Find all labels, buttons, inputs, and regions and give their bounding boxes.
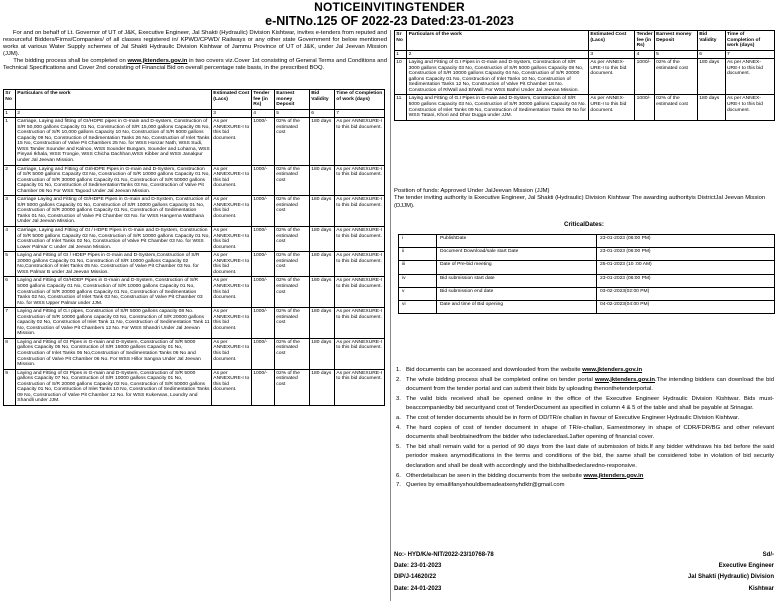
note-item <box>396 395 774 414</box>
critical-date-row <box>399 261 775 274</box>
funds-position: Position of funds: Approved Under JalJeevan Mission (JJM) <box>394 188 550 194</box>
header-row <box>395 31 775 51</box>
cell-estimated-cost: As per ANNEXURE-I to this bid document. <box>212 196 252 227</box>
critical-date-row <box>399 287 775 300</box>
signed-mark: Sd/- <box>762 552 774 558</box>
cell-sr-no: 10 <box>395 59 407 95</box>
column-header-bid-validity: Bid Validity <box>310 90 335 110</box>
critical-date-row <box>399 235 775 248</box>
column-number: 6 <box>310 109 335 118</box>
reference-number: No:- HYD/K/e-NIT/2022-23/10768-78 <box>394 552 494 558</box>
column-number: 5 <box>275 109 310 118</box>
note-body: Bid documents can be accessed and downloaded from the website <box>406 367 583 373</box>
cell-bid-validity: 180 days <box>310 252 335 277</box>
critical-date-label: Document Download/sale start Date <box>437 248 597 261</box>
note-number: 5. <box>396 443 401 450</box>
critical-date-label: PublishDate <box>437 235 597 248</box>
note-link[interactable]: www.jktenders.gov.in <box>583 472 644 479</box>
note-body: The bid shall remain valid for a period of 90 days from the last date of submission of bids.If any bidder withdraws his bid before the said periodor makes anymodifications in the terms and conditions of the bid, the same shall be considered tobe in violation of bid security declaration and shall be dealt with accordingly and the bidshallbedeclaredno-responsive. <box>406 443 774 469</box>
cell-completion-time: As per ANNEXURE-I to this bid document. <box>335 252 385 277</box>
works-table-body <box>395 59 775 120</box>
cell-earnest-money: 02% of the estimated cost <box>275 227 310 252</box>
critical-date-row <box>399 300 775 313</box>
cell-tender-fee: 1000/- <box>252 227 275 252</box>
critical-date-value: 03-02-2023(02:00 PM) <box>597 287 775 300</box>
column-number: 7 <box>725 50 774 59</box>
column-number: 7 <box>335 109 385 118</box>
cell-estimated-cost: As per ANNEXURE-I to this bid document. <box>212 308 252 339</box>
column-number: 4 <box>635 50 655 59</box>
cell-completion-time: As per ANNEX-URE-I to this bid document. <box>725 95 774 120</box>
cell-bid-validity: 180 days <box>310 277 335 308</box>
cell-completion-time: As per ANNEXURE-I to this bid document. <box>335 227 385 252</box>
cell-earnest-money: 02% of the estimated cost <box>275 308 310 339</box>
cell-estimated-cost: As per ANNEXURE-I to this bid document. <box>212 338 252 369</box>
critical-date-index: vi <box>399 300 437 313</box>
critical-date-index: ii <box>399 248 437 261</box>
cell-estimated-cost: As per ANNEXURE-I to this bid document. <box>212 369 252 405</box>
left-column <box>3 30 387 601</box>
right-column <box>394 30 778 601</box>
cell-estimated-cost: As per ANNEXURE-I to this bid document. <box>212 252 252 277</box>
column-number: 1 <box>4 109 16 118</box>
note-body: The cost of tender documents should be in form of DD/TR/e challan in favour of Executive Engineer Hydraulic Division Kishtwar. <box>406 414 740 421</box>
cell-particulars: Laying and Fitting of GI Pipes in G-main and D-System, Construction of S/R 5000 gallons Capacity 07 No, Construction of S/R 10000 gallons Capacity 01 No, Construction of S/R 20000 gallons Capacity 02 No, Construction of S/R 50000 gallons Capacity 01 No, Construction of Inlet Tanks 10 No, Construction of Sedimentation Tanks 09 No, Construction of Valve Pit Chamber 12 No. for WSS Kukerwas, Loundry and Shandli under JJM. <box>16 369 212 405</box>
cell-sr-no: 9 <box>4 369 16 405</box>
table-row <box>4 165 385 196</box>
cell-tender-fee: 1000/- <box>252 196 275 227</box>
table-row <box>4 308 385 339</box>
column-header-particulars: Particulars of the work <box>407 31 589 51</box>
note-item <box>396 424 774 443</box>
dip-date: Date: 24-01-2023 <box>394 585 442 592</box>
column-header-earnest-money: Earnest money Deposit <box>654 31 697 51</box>
cell-completion-time: As per ANNEXURE-I to this bid document. <box>335 277 385 308</box>
intro-paragraph-2: The bidding process shall be completed on www.jktenders.gov.in in two covers viz.Cover 1st consisting of General Terms and Conditions and Technical Specifications and Cover 2nd consisting of Financial Bid on overall percentage rate basis, in the prescribed BOQ. <box>3 57 387 71</box>
notice-title: NOTICEINVITINGTENDER <box>314 0 465 14</box>
critical-date-label: Date of Pre-bid meeting <box>437 261 597 274</box>
cell-earnest-money: 02% of the estimated cost <box>275 165 310 196</box>
works-table-body <box>4 118 385 406</box>
note-number: 3. <box>396 395 401 402</box>
table-row <box>4 227 385 252</box>
note-body: The whole bidding process shall be completed online on tender portal <box>406 376 596 383</box>
note-number: 2. <box>396 376 401 383</box>
note-number: 4. <box>396 424 401 431</box>
works-table-header <box>4 90 385 118</box>
signatory-place: Kishtwar <box>748 585 774 592</box>
header-row <box>4 90 385 110</box>
cell-bid-validity: 180 days <box>310 165 335 196</box>
note-text <box>406 443 774 472</box>
cell-tender-fee: 1000/- <box>635 59 655 95</box>
note-body: The hard copies of cost of tender document in shape of TR/e-challan, Earnestmoney in shape of CDR/FDR/BG and other relevant documents shall beobtainedfrom the bidder who isdeclaredasL1after opening of financial cover. <box>406 424 774 441</box>
column-number: 3 <box>589 50 635 59</box>
cell-estimated-cost: As per ANNEXURE-I to this bid document. <box>212 227 252 252</box>
cell-completion-time: As per ANNEXURE-I to this bid document. <box>335 338 385 369</box>
cell-tender-fee: 1000/- <box>252 308 275 339</box>
cell-tender-fee: 1000/- <box>252 118 275 165</box>
cell-estimated-cost: As per ANNEX-URE-I to this bid document. <box>589 59 635 95</box>
critical-date-value: 23-01-2023 (06:00 PM) <box>597 274 775 287</box>
intro-text <box>3 30 387 71</box>
signatory-designation: Executive Engineer <box>718 563 774 570</box>
cell-completion-time: As per ANNEXURE-I to this bid document. <box>335 369 385 405</box>
column-number: 5 <box>654 50 697 59</box>
column-number: 2 <box>407 50 589 59</box>
note-body-cont: .The intending bidders can download the bid document from the tender portal and can submit their bids by uploading thenonthetenderportal. <box>406 376 774 393</box>
column-number: 3 <box>212 109 252 118</box>
table-row <box>395 59 775 95</box>
tender-authority: The tender inviting authority is Executive Engineer, Jal Shakti (Hydraulic) Division Kishtwar The awarding authorityis DistrictJal Jeevan Mission (DJJM). <box>394 195 766 209</box>
works-table-right <box>394 30 775 121</box>
note-text <box>406 481 774 491</box>
cell-estimated-cost: As per ANNEX-URE-I to this bid document. <box>589 95 635 120</box>
cell-earnest-money: 02% of the estimated cost <box>654 95 697 120</box>
note-number: 7. <box>396 482 401 489</box>
critical-date-label: Date and time of Bid opening <box>437 300 597 313</box>
table-row <box>4 338 385 369</box>
critical-date-index: iii <box>399 261 437 274</box>
cell-bid-validity: 180 days <box>310 227 335 252</box>
note-item <box>396 366 774 376</box>
notice-number: e-NITNo.125 OF 2022-23 Dated:23-01-2023 <box>265 14 514 28</box>
issue-date: Date: 23-01-2023 <box>394 563 442 570</box>
cell-earnest-money: 02% of the estimated cost <box>275 369 310 405</box>
note-body: The valid bids received shall be opened online in the office of the Executive Engineer Hydraulic Division Kishtwar. Bids must-beaccompaniedby bid securityand cost of TenderDocument as specified in column 4 & 5 of the table and shall be payable at Srinagar. <box>406 395 774 412</box>
table-row <box>4 277 385 308</box>
notes-list <box>396 366 774 491</box>
cell-tender-fee: 1000/- <box>252 277 275 308</box>
cell-sr-no: 6 <box>4 277 16 308</box>
note-body: Queries by emailifanyshouldbemadeatxenyhdktr@gmail.com <box>406 482 565 489</box>
note-item <box>396 481 774 491</box>
cell-completion-time: As per ANNEXURE-I to this bid document. <box>335 308 385 339</box>
column-header-earnest-money: Earnest money Deposit <box>275 90 310 110</box>
cell-tender-fee: 1000/- <box>252 165 275 196</box>
cell-tender-fee: 1000/- <box>252 338 275 369</box>
cell-particulars: Carriage, Laying and Fitting of GI/HDPE Pipes in G-main and D-System, Construction of S/R 5000 gallons Capacity 03 No, Construction of S/R 10000 gallons Capacity 01 No, Construction of S/R 30000 gallons Capacity 01 No, Construction of S/R 50000 gallons Capacity 01 No, Construction of SedimentationTanks 03 No, Construction of Valve Pit Chamber 06 No For WSS Tagood Under Jal Jeevan Mission. <box>16 165 212 196</box>
cell-estimated-cost: As per ANNEXURE-I to this bid document. <box>212 118 252 165</box>
cell-bid-validity: 180 days <box>697 95 725 120</box>
cell-particulars: Laying and Fitting of G.I Pipes in G-main and D-System, Construction of S/R 5000 gallons Capacity 03 No, Construction of S/R 30000 gallons Capacity 04 No. Construction of Inlet Tanks 09 No, Construction of Sedimentation Tanks 09 No for WSS Tatani, Khori and Dhar Dugga under JJM. <box>407 95 589 120</box>
note-number: a. <box>396 414 401 421</box>
works-table-left <box>3 89 385 406</box>
cell-bid-validity: 180 days <box>697 59 725 95</box>
column-number: 6 <box>697 50 725 59</box>
column-number: 4 <box>252 109 275 118</box>
table-row <box>4 118 385 165</box>
column-header-bid-validity: Bid Validity <box>697 31 725 51</box>
column-number: 1 <box>395 50 407 59</box>
jktenders-link[interactable]: www.jktenders.gov.in <box>127 57 188 64</box>
cell-particulars: Laying and Fitting of G.I pipes, Construction of S/R 5000 gallons capacity 08 No. Construction of S/R 10000 gallons capacity 03 No, Construction of S/R 20000 gallons capacity 02 No, Construction of Inlet Tank 11 No, Construction of Sedimentation Tank 11 No, Construction of Valve Pit Chambers 12 No. For WSS Shandri Under Jal Jeevan Mission. <box>16 308 212 339</box>
cell-particulars: Carriage, Laying and Fitting of GI / HDPE Pipes in G-main and D-System, Construction of S/R 5000 gallons Capacity 02 No, Construction of S/R 10000 gallons Capacity 01 No, Construction of Inlet Tanks 02 No, Construction of Valve Pit Chamber 03 No. for WSS Lower Palmar C under Jal Jeevan Mission. <box>16 227 212 252</box>
note-link[interactable]: www.jktenders.gov.in <box>582 367 643 373</box>
note-text <box>406 424 774 443</box>
critical-dates-title: CriticalDates: <box>564 221 604 228</box>
cell-particulars: Carriage, Laying and fitting of GI/HDPE pipes in G-main and D-system, Construction of S/R 50,000 gallons Capacity 01 No, Construction of S/R 15,000 gallons Capacity 05 No, Construction of S/R 10,000 gallons Capacity 10 No, Construction of S/R 5000 gallons Capacity 09 No, Construction of Sedimentation Tanks 26 No, Construction of Inlet Tanks 15 No, Construction of Valve Pit Chambers 25 No. for WSS Honzar Nath, WSS Sudi, WSS Tander Sounder and Kalnoo, WSS Sounder Bungam, Sounder and Loharna, WSS Pinyari Ikhala, WSS Trongie, WSS Chicha Dachhan,WSS Kibber and WSS Janakpur under Jal Jeevan Mission. <box>16 118 212 165</box>
cell-bid-validity: 180 days <box>310 369 335 405</box>
cell-bid-validity: 180 days <box>310 118 335 165</box>
column-header-sr-no: Sr No <box>395 31 407 51</box>
cell-bid-validity: 180 days <box>310 308 335 339</box>
note-number: 6. <box>396 472 401 479</box>
cell-sr-no: 4 <box>4 227 16 252</box>
cell-particulars: Carriage Laying and Fitting of GI/HDPE Pipes in G-main and D-System, Construction of S/R 5000 gallons Capacity 01 No, Construction of S/R 10000 gallons Capacity 01 No, Construction of S/R 20000 gallons Capacity 01 No, Construction of Sedimentation Tanks 01 No, Construction of Valve Pit Chamber 03 No. for WSS Hangerna Watthana Under Jal Jeevan Mission. <box>16 196 212 227</box>
cell-earnest-money: 02% of the estimated cost <box>275 118 310 165</box>
critical-date-row <box>399 274 775 287</box>
notice-header <box>0 0 779 28</box>
critical-date-value: 04-02-2023(04:00 PM) <box>597 300 775 313</box>
column-header-completion-time: Time of Completion of work (days) <box>335 90 385 110</box>
note-link[interactable]: www.jktenders.gov.in <box>595 376 655 383</box>
cell-particulars: Laying and Fitting of G.I Pipes in G-main and D-System, Construction of S/R 3000 gallons Capacity 03 No, Construction of S/R 5000 gallons Capacity 08 No, Construction of S/R 10000 gallons Capacity 04 No, Construction of S/R 20000 gallons Capacity 01 No, Construction of Inlet Tanks 10 No, Construction of Sedimentation Tanks 12 No, Construction of Valve Pit Chamber 18 No. Construction of R/Wall and B/Wall. For WSS Bathri Under Jal Jeevan Mission. <box>407 59 589 95</box>
cell-sr-no: 2 <box>4 165 16 196</box>
column-header-tender-fee: Tender fee (in Rs) <box>252 90 275 110</box>
works-table-header <box>395 31 775 59</box>
cell-sr-no: 8 <box>4 338 16 369</box>
table-row <box>395 95 775 120</box>
cell-bid-validity: 180 days <box>310 338 335 369</box>
critical-date-row <box>399 248 775 261</box>
column-header-particulars: Particulars of the work <box>16 90 212 110</box>
critical-date-label: Bid submission start date <box>437 274 597 287</box>
cell-tender-fee: 1000/- <box>252 252 275 277</box>
column-header-sr-no: Sr No <box>4 90 16 110</box>
column-header-estimated-cost: Estimated Cost (Lacs) <box>212 90 252 110</box>
column-header-estimated-cost: Estimated Cost (Lacs) <box>589 31 635 51</box>
critical-date-value: 23-01-2023 (06:00 PM) <box>597 235 775 248</box>
note-number: 1. <box>396 367 401 373</box>
cell-sr-no: 7 <box>4 308 16 339</box>
critical-dates-table <box>398 234 775 314</box>
critical-date-label: Bid submission end date <box>437 287 597 300</box>
table-row <box>4 252 385 277</box>
note-text <box>406 414 774 424</box>
note-text <box>406 472 774 482</box>
cell-estimated-cost: As per ANNEXURE-I to this bid document. <box>212 165 252 196</box>
cell-earnest-money: 02% of the estimated cost <box>275 252 310 277</box>
cell-earnest-money: 02% of the estimated cost <box>275 277 310 308</box>
intro-paragraph-1: For and on behalf of Lt. Governor of UT of J&K, Executive Engineer, Jal Shakti (Hydraulic) Division Kishtwar, invites e-tenders from reputed and resourceful Bidders/Firms/Companies/ of all classes registered in/ KPWD/CPWD/ Railways or any other state Government for below mentioned works at various Water Supply schemes of Jal Shakti Hydraulic Division Kishtwar of Jammu Province of UT of J&K, under Jal Jeevan Mission (JJM). <box>3 30 387 57</box>
cell-completion-time: As per ANNEXURE-I to this bid document. <box>335 196 385 227</box>
cell-sr-no: 3 <box>4 196 16 227</box>
cell-sr-no: 5 <box>4 252 16 277</box>
dip-number: DIP/J-14620/22 <box>394 574 437 581</box>
critical-date-index: iv <box>399 274 437 287</box>
note-item <box>396 376 774 395</box>
cell-particulars: Laying and Fitting of GI/HDEP Pipes in G-main and D-System, Construction of S/R 5000 gallons Capacity 01 No, Construction of S/R 10000 gallons Capacity 01 No, Construction of S/R 20000 gallons Capacity 01 No, Construction of Sedimentation Tanks 02 No, Construction of Inlet Tank 03 No, Construction of Valve Pit Chamber 03 No. for WSS Upper Palmar under JJM. <box>16 277 212 308</box>
note-body: Otherdetailscan be seen in the bidding documents from the website <box>406 472 584 479</box>
cell-completion-time: As per ANNEX-URE-I to this bid document. <box>725 59 774 95</box>
cell-estimated-cost: As per ANNEXURE-I to this bid document. <box>212 277 252 308</box>
note-text <box>406 376 774 395</box>
critical-date-index: v <box>399 287 437 300</box>
column-header-completion-time: Time of Completion of work (days) <box>725 31 774 51</box>
cell-tender-fee: 1000/- <box>635 95 655 120</box>
critical-date-value: 25-01-2023 (10 :00 AM) <box>597 261 775 274</box>
column-header-tender-fee: Tender fee (in Rs) <box>635 31 655 51</box>
signature-block <box>394 550 774 595</box>
cell-completion-time: As per ANNEXURE-I to this bid document. <box>335 165 385 196</box>
note-text <box>406 395 774 414</box>
cell-earnest-money: 02% of the estimated cost <box>654 59 697 95</box>
column-number-row <box>4 109 385 118</box>
table-row <box>4 196 385 227</box>
note-item <box>396 414 774 424</box>
column-number: 2 <box>16 109 212 118</box>
cell-bid-validity: 180 days <box>310 196 335 227</box>
cell-particulars: Laying and Fitting of GI Pipes in G-main and D-System, Construction of S/R 5000 gallons Capacity 05 No, Construction of S/R 15000 gallons Capacity 01 No, Construction of Inlet Tanks 06 No,Construction of Sedimentation Tanks 06 No and Construction of Valve Pit Chamber 06 No. For WSS Hillor Sangna Under Jal Jeevan Mission. <box>16 338 212 369</box>
cell-sr-no: 11 <box>395 95 407 120</box>
note-item <box>396 443 774 472</box>
critical-date-index: i <box>399 235 437 248</box>
cell-particulars: Laying and Fitting of GI / HDEP Pipes in G-main and D-System,Construction of S/R 20000 gallons Capacity 01 No, Construction of S/R 10000 gallons Capacity 02 No,Construction of Inlet Tanks 05 No. Construction of Valve Pit Chamber 03 No. for WSS Palmar B under Jal Jeevan Mission. <box>16 252 212 277</box>
column-divider <box>390 30 391 601</box>
note-text <box>406 366 774 376</box>
cell-sr-no: 1 <box>4 118 16 165</box>
signatory-office: Jal Shakti (Hydraulic) Division <box>687 574 774 581</box>
cell-earnest-money: 02% of the estimated cost <box>275 338 310 369</box>
cell-earnest-money: 02% of the estimated cost <box>275 196 310 227</box>
cell-tender-fee: 1000/- <box>252 369 275 405</box>
note-item <box>396 472 774 482</box>
funds-section <box>394 188 774 210</box>
critical-date-value: 23-01-2023 (06:00 PM) <box>597 248 775 261</box>
cell-completion-time: As per ANNEXURE-I to this bid document. <box>335 118 385 165</box>
column-number-row <box>395 50 775 59</box>
table-row <box>4 369 385 405</box>
